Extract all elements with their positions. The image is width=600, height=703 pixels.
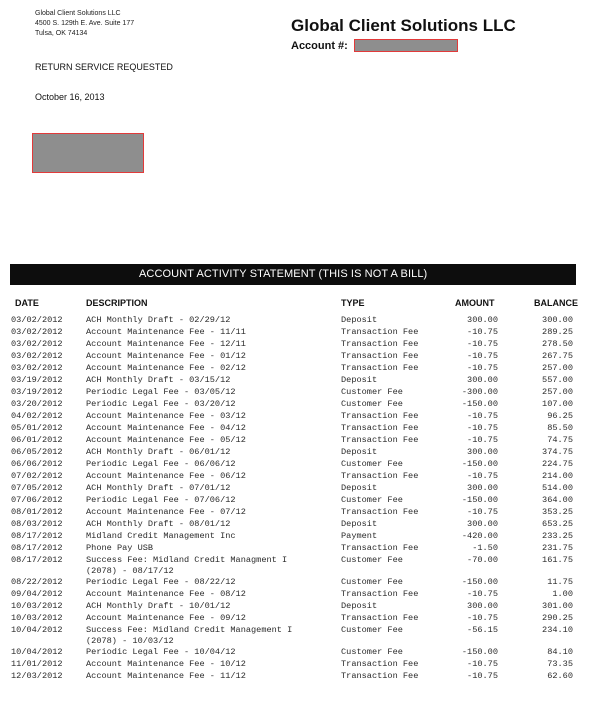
row-balance: 233.25 — [542, 531, 573, 541]
row-date: 03/02/2012 — [11, 351, 63, 361]
table-row — [0, 375, 600, 387]
row-description: Account Maintenance Fee - 10/12 — [86, 659, 246, 669]
row-description: ACH Monthly Draft - 10/01/12 — [86, 601, 231, 611]
row-type: Customer Fee — [341, 399, 403, 409]
table-row — [0, 471, 600, 483]
table-row — [0, 315, 600, 327]
row-date: 08/17/2012 — [11, 543, 63, 553]
row-balance: 74.75 — [547, 435, 573, 445]
row-amount: -10.75 — [467, 671, 498, 681]
row-date: 06/01/2012 — [11, 435, 63, 445]
table-row — [0, 519, 600, 531]
table-row — [0, 387, 600, 399]
row-date: 06/05/2012 — [11, 447, 63, 457]
row-type: Transaction Fee — [341, 671, 419, 681]
row-description: Account Maintenance Fee - 08/12 — [86, 589, 246, 599]
row-date: 10/04/2012 — [11, 647, 63, 657]
row-date: 03/02/2012 — [11, 363, 63, 373]
row-date: 09/04/2012 — [11, 589, 63, 599]
table-row — [0, 531, 600, 543]
table-row — [0, 601, 600, 613]
banner-title: ACCOUNT ACTIVITY STATEMENT (THIS IS NOT A BILL) — [139, 268, 428, 280]
row-amount: -10.75 — [467, 351, 498, 361]
row-amount: -10.75 — [467, 507, 498, 517]
row-balance: 278.50 — [542, 339, 573, 349]
statement-date: October 16, 2013 — [35, 92, 105, 102]
row-type: Customer Fee — [341, 555, 403, 565]
row-description: Account Maintenance Fee - 06/12 — [86, 471, 246, 481]
row-date: 03/02/2012 — [11, 327, 63, 337]
row-balance: 364.00 — [542, 495, 573, 505]
row-type: Customer Fee — [341, 495, 403, 505]
sender-address-line2: Tulsa, OK 74134 — [35, 30, 88, 37]
row-date: 03/19/2012 — [11, 375, 63, 385]
row-amount: -10.75 — [467, 471, 498, 481]
row-description: Account Maintenance Fee - 05/12 — [86, 435, 246, 445]
row-balance: 161.75 — [542, 555, 573, 565]
row-type: Transaction Fee — [341, 471, 419, 481]
row-description-continued: (2078) - 08/17/12 — [86, 566, 174, 576]
row-description: Account Maintenance Fee - 04/12 — [86, 423, 246, 433]
table-row — [0, 647, 600, 659]
row-amount: -420.00 — [461, 531, 498, 541]
row-balance: 257.00 — [542, 387, 573, 397]
row-amount: 300.00 — [467, 447, 498, 457]
row-date: 07/02/2012 — [11, 471, 63, 481]
row-description: ACH Monthly Draft - 07/01/12 — [86, 483, 231, 493]
row-amount: -10.75 — [467, 613, 498, 623]
row-description: Periodic Legal Fee - 08/22/12 — [86, 577, 236, 587]
table-row — [0, 577, 600, 589]
row-type: Payment — [341, 531, 378, 541]
row-date: 03/19/2012 — [11, 387, 63, 397]
row-amount: -10.75 — [467, 339, 498, 349]
row-balance: 301.00 — [542, 601, 573, 611]
row-description: ACH Monthly Draft - 03/15/12 — [86, 375, 231, 385]
row-type: Deposit — [341, 315, 378, 325]
row-description: Account Maintenance Fee - 02/12 — [86, 363, 246, 373]
row-type: Transaction Fee — [341, 435, 419, 445]
row-amount: -150.00 — [461, 399, 498, 409]
row-amount: 300.00 — [467, 375, 498, 385]
row-balance: 62.60 — [547, 671, 573, 681]
row-date: 06/06/2012 — [11, 459, 63, 469]
row-date: 07/05/2012 — [11, 483, 63, 493]
row-balance: 214.00 — [542, 471, 573, 481]
row-amount: -56.15 — [467, 625, 498, 635]
row-type: Deposit — [341, 447, 378, 457]
header-type: TYPE — [341, 298, 365, 308]
row-date: 12/03/2012 — [11, 671, 63, 681]
row-type: Customer Fee — [341, 459, 403, 469]
row-date: 10/03/2012 — [11, 601, 63, 611]
header-date: DATE — [15, 298, 39, 308]
row-amount: -1.50 — [472, 543, 498, 553]
row-balance: 300.00 — [542, 315, 573, 325]
return-service-notice: RETURN SERVICE REQUESTED — [35, 62, 173, 72]
row-balance: 84.10 — [547, 647, 573, 657]
sender-name: Global Client Solutions LLC — [35, 10, 121, 17]
row-description: Success Fee: Midland Credit Managment I — [86, 555, 288, 565]
row-balance: 85.50 — [547, 423, 573, 433]
row-amount: -10.75 — [467, 435, 498, 445]
table-row — [0, 339, 600, 351]
row-type: Customer Fee — [341, 625, 403, 635]
table-row — [0, 613, 600, 625]
row-date: 08/17/2012 — [11, 531, 63, 541]
table-row — [0, 543, 600, 555]
row-type: Customer Fee — [341, 387, 403, 397]
row-amount: 300.00 — [467, 315, 498, 325]
row-amount: -300.00 — [461, 387, 498, 397]
row-balance: 11.75 — [547, 577, 573, 587]
row-description: Account Maintenance Fee - 09/12 — [86, 613, 246, 623]
table-row — [0, 435, 600, 447]
table-row — [0, 589, 600, 601]
row-date: 10/03/2012 — [11, 613, 63, 623]
row-date: 03/02/2012 — [11, 339, 63, 349]
table-row — [0, 351, 600, 363]
row-description: Success Fee: Midland Credit Management I — [86, 625, 293, 635]
row-date: 10/04/2012 — [11, 625, 63, 635]
row-date: 11/01/2012 — [11, 659, 63, 669]
row-description: Periodic Legal Fee - 03/05/12 — [86, 387, 236, 397]
table-row — [0, 659, 600, 671]
row-description: Account Maintenance Fee - 12/11 — [86, 339, 246, 349]
row-amount: -150.00 — [461, 577, 498, 587]
row-description: Account Maintenance Fee - 11/12 — [86, 671, 246, 681]
row-type: Transaction Fee — [341, 613, 419, 623]
row-balance: 267.75 — [542, 351, 573, 361]
row-amount: -10.75 — [467, 659, 498, 669]
row-type: Transaction Fee — [341, 423, 419, 433]
table-row — [0, 423, 600, 435]
row-description: ACH Monthly Draft - 06/01/12 — [86, 447, 231, 457]
header-balance: BALANCE — [534, 298, 578, 308]
row-balance: 257.00 — [542, 363, 573, 373]
row-amount: 300.00 — [467, 483, 498, 493]
row-description: Periodic Legal Fee - 03/20/12 — [86, 399, 236, 409]
row-amount: -10.75 — [467, 363, 498, 373]
row-date: 08/17/2012 — [11, 555, 63, 565]
row-description: Account Maintenance Fee - 11/11 — [86, 327, 246, 337]
row-description: Account Maintenance Fee - 07/12 — [86, 507, 246, 517]
row-date: 03/20/2012 — [11, 399, 63, 409]
row-balance: 374.75 — [542, 447, 573, 457]
row-description: Phone Pay USB — [86, 543, 154, 553]
row-type: Transaction Fee — [341, 363, 419, 373]
row-description: ACH Monthly Draft - 02/29/12 — [86, 315, 231, 325]
row-type: Transaction Fee — [341, 351, 419, 361]
row-type: Deposit — [341, 519, 378, 529]
row-balance: 231.75 — [542, 543, 573, 553]
table-row — [0, 447, 600, 459]
row-description: Account Maintenance Fee - 03/12 — [86, 411, 246, 421]
row-type: Transaction Fee — [341, 507, 419, 517]
row-amount: 300.00 — [467, 601, 498, 611]
row-amount: -150.00 — [461, 495, 498, 505]
company-title: Global Client Solutions LLC — [291, 16, 516, 35]
row-type: Transaction Fee — [341, 327, 419, 337]
sender-address-line1: 4500 S. 129th E. Ave. Suite 177 — [35, 20, 135, 27]
row-type: Deposit — [341, 601, 378, 611]
row-date: 05/01/2012 — [11, 423, 63, 433]
table-row — [0, 399, 600, 411]
row-type: Transaction Fee — [341, 589, 419, 599]
row-balance: 289.25 — [542, 327, 573, 337]
table-row — [0, 555, 600, 576]
table-row — [0, 507, 600, 519]
table-row — [0, 483, 600, 495]
table-row — [0, 411, 600, 423]
row-description: ACH Monthly Draft - 08/01/12 — [86, 519, 231, 529]
row-amount: -10.75 — [467, 327, 498, 337]
row-balance: 653.25 — [542, 519, 573, 529]
row-balance: 107.00 — [542, 399, 573, 409]
table-row — [0, 459, 600, 471]
row-date: 03/02/2012 — [11, 315, 63, 325]
row-balance: 557.00 — [542, 375, 573, 385]
row-description: Periodic Legal Fee - 06/06/12 — [86, 459, 236, 469]
header-amount: AMOUNT — [455, 298, 495, 308]
row-balance: 73.35 — [547, 659, 573, 669]
row-date: 04/02/2012 — [11, 411, 63, 421]
row-type: Deposit — [341, 483, 378, 493]
row-balance: 290.25 — [542, 613, 573, 623]
row-date: 08/01/2012 — [11, 507, 63, 517]
row-type: Customer Fee — [341, 577, 403, 587]
row-type: Transaction Fee — [341, 659, 419, 669]
row-amount: -10.75 — [467, 589, 498, 599]
row-date: 08/22/2012 — [11, 577, 63, 587]
row-type: Customer Fee — [341, 647, 403, 657]
row-description: Periodic Legal Fee - 10/04/12 — [86, 647, 236, 657]
row-amount: 300.00 — [467, 519, 498, 529]
header-description: DESCRIPTION — [86, 298, 148, 308]
row-description: Account Maintenance Fee - 01/12 — [86, 351, 246, 361]
table-row — [0, 363, 600, 375]
table-row — [0, 327, 600, 339]
table-row — [0, 495, 600, 507]
row-amount: -70.00 — [467, 555, 498, 565]
row-balance: 96.25 — [547, 411, 573, 421]
row-balance: 234.10 — [542, 625, 573, 635]
account-label: Account #: — [291, 39, 348, 52]
table-row — [0, 625, 600, 646]
row-type: Transaction Fee — [341, 339, 419, 349]
row-type: Transaction Fee — [341, 543, 419, 553]
row-amount: -150.00 — [461, 459, 498, 469]
row-balance: 514.00 — [542, 483, 573, 493]
row-type: Transaction Fee — [341, 411, 419, 421]
row-balance: 353.25 — [542, 507, 573, 517]
row-description: Midland Credit Management Inc — [86, 531, 236, 541]
row-balance: 224.75 — [542, 459, 573, 469]
row-amount: -10.75 — [467, 411, 498, 421]
row-date: 07/06/2012 — [11, 495, 63, 505]
row-description-continued: (2078) - 10/03/12 — [86, 636, 174, 646]
row-date: 08/03/2012 — [11, 519, 63, 529]
row-type: Deposit — [341, 375, 378, 385]
row-description: Periodic Legal Fee - 07/06/12 — [86, 495, 236, 505]
table-row — [0, 671, 600, 683]
row-balance: 1.00 — [552, 589, 573, 599]
row-amount: -10.75 — [467, 423, 498, 433]
row-amount: -150.00 — [461, 647, 498, 657]
